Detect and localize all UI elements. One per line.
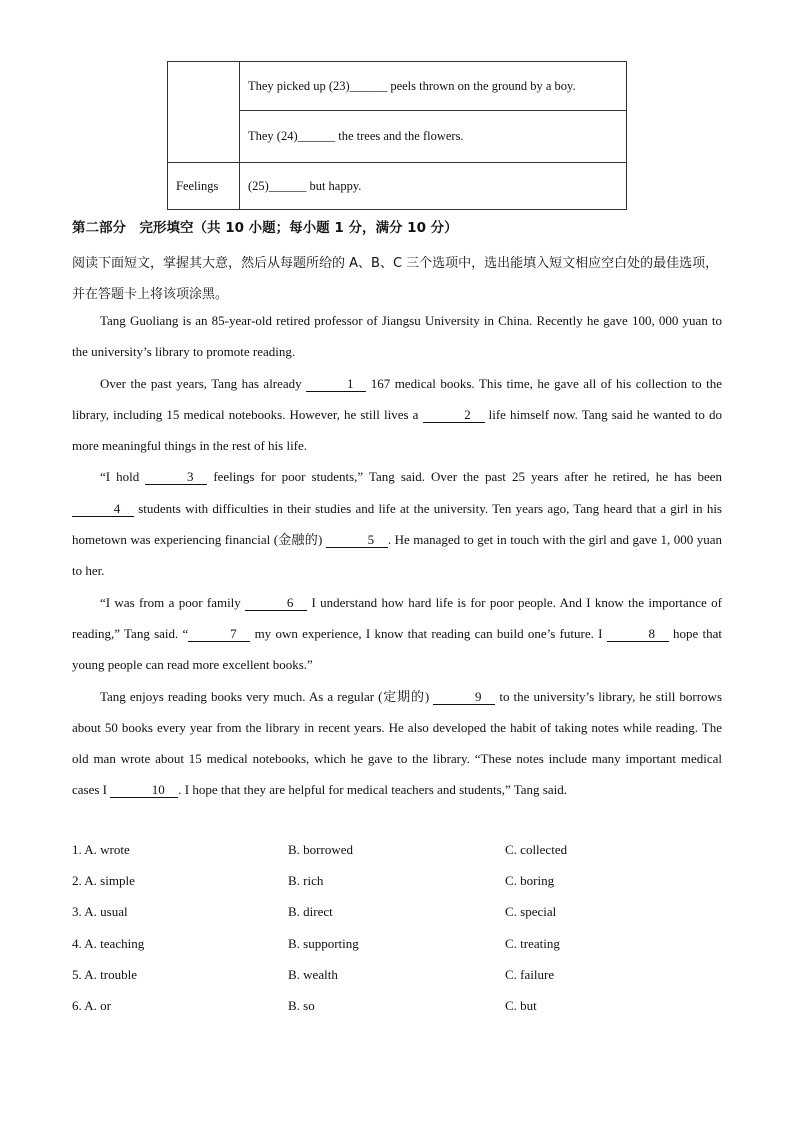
paragraph-4	[72, 587, 722, 681]
blank-10: 10	[110, 782, 178, 798]
paragraph-3	[72, 461, 722, 586]
passage-text: 167 medical books. This time, he gave all of his collection to the library, including 15 medical notebooks. However, he still lives a	[72, 375, 723, 422]
option-c: C. treating	[505, 935, 560, 951]
passage-text: hope that young people can read more excellent books.”	[72, 625, 723, 673]
option-row	[72, 994, 722, 1025]
blank-5: 5	[326, 532, 388, 548]
passage-text: . I hope that they are helpful for medical teachers and students,” Tang said.	[178, 782, 567, 798]
option-row	[72, 963, 722, 994]
option-row	[72, 838, 722, 869]
option-b: B. so	[288, 997, 315, 1013]
table-row	[168, 163, 627, 210]
passage-text: life himself now. Tang said he wanted to do more meaningful things in the rest of his life.	[72, 406, 722, 454]
blank-4: 4	[72, 501, 134, 517]
blank-3: 3	[145, 469, 207, 485]
passage-text: Tang enjoys reading books very much. As a regular (定期的)	[100, 688, 434, 704]
blank-7: 7	[188, 626, 250, 642]
table-cell: They picked up (23)______ peels thrown on the ground by a boy.	[240, 62, 627, 111]
blank-8: 8	[607, 626, 669, 642]
option-a: 3. A. usual	[72, 904, 128, 920]
option-b: B. rich	[288, 873, 324, 889]
passage-text: feelings for poor students,” Tang said. Over the past 25 years after he retired, he has been	[207, 469, 722, 485]
table-label-cell: Feelings	[168, 163, 240, 210]
blank-1: 1	[306, 376, 366, 392]
passage-text: “I was from a poor family	[100, 594, 246, 610]
table-row	[168, 62, 627, 111]
notes-table	[167, 61, 627, 210]
passage-text: to the university’s library, he still borrows about 50 books every year from the library in recent years. He also developed the habit of taking notes while reading. The old man wrote about 15 medical notebooks, which he gave to the library. “These notes include many important medical cases I	[72, 688, 722, 798]
paragraph-1: Tang Guoliang is an 85-year-old retired professor of Jiangsu University in China. Recently he gave 100, 000 yuan to the university’s library to promote reading.	[72, 313, 722, 360]
instruction-text: 阅读下面短文，掌握其大意，然后从每题所给的 A、B、C 三个选项中，选出能填入短文相应空白处的最佳选项，并在答题卡上将该项涂黑。	[72, 256, 719, 302]
passage-text: my own experience, I know that reading can build one’s future. I	[250, 625, 607, 641]
option-b: B. supporting	[288, 935, 359, 951]
cloze-passage	[72, 305, 722, 806]
option-a: 5. A. trouble	[72, 966, 137, 982]
option-c: C. collected	[505, 842, 568, 857]
option-row	[72, 900, 722, 931]
passage-text: . He managed to get in touch with the girl and gave 1, 000 yuan to her.	[72, 532, 722, 579]
option-a: 2. A. simple	[72, 873, 135, 889]
option-c: C. special	[505, 904, 557, 920]
blank-6: 6	[245, 595, 307, 611]
option-row	[72, 932, 722, 963]
option-a: 1. A. wrote	[72, 842, 130, 857]
option-c: C. boring	[505, 873, 555, 889]
option-a: 6. A. or	[72, 997, 111, 1013]
table-label-cell	[168, 62, 240, 163]
blank-9: 9	[433, 689, 495, 705]
option-b: B. borrowed	[288, 842, 353, 857]
answer-options	[72, 838, 722, 1025]
blank-2: 2	[423, 407, 485, 423]
paragraph-2	[72, 368, 722, 462]
option-b: B. direct	[288, 904, 333, 920]
passage-text: I understand how hard life is for poor people. And I know the importance of reading,” Tang said. “	[72, 594, 722, 641]
option-b: B. wealth	[288, 966, 338, 982]
paragraph-5	[72, 681, 722, 806]
option-c: C. failure	[505, 966, 555, 982]
option-row	[72, 869, 722, 900]
table-cell: (25)______ but happy.	[240, 163, 627, 210]
passage-text: Over the past years, Tang has already	[100, 375, 307, 391]
option-a: 4. A. teaching	[72, 935, 145, 951]
table-cell: They (24)______ the trees and the flowers.	[240, 111, 627, 163]
option-c: C. but	[505, 997, 537, 1013]
passage-text: students with difficulties in their studies and life at the university. Ten years ago, Tang heard that a girl in his hometown was experiencing financial (金融的)	[72, 500, 722, 548]
passage-text: “I hold	[100, 469, 146, 485]
section-title: 第二部分 完形填空（共 10 小题；每小题 1 分，满分 10 分）	[72, 220, 458, 236]
